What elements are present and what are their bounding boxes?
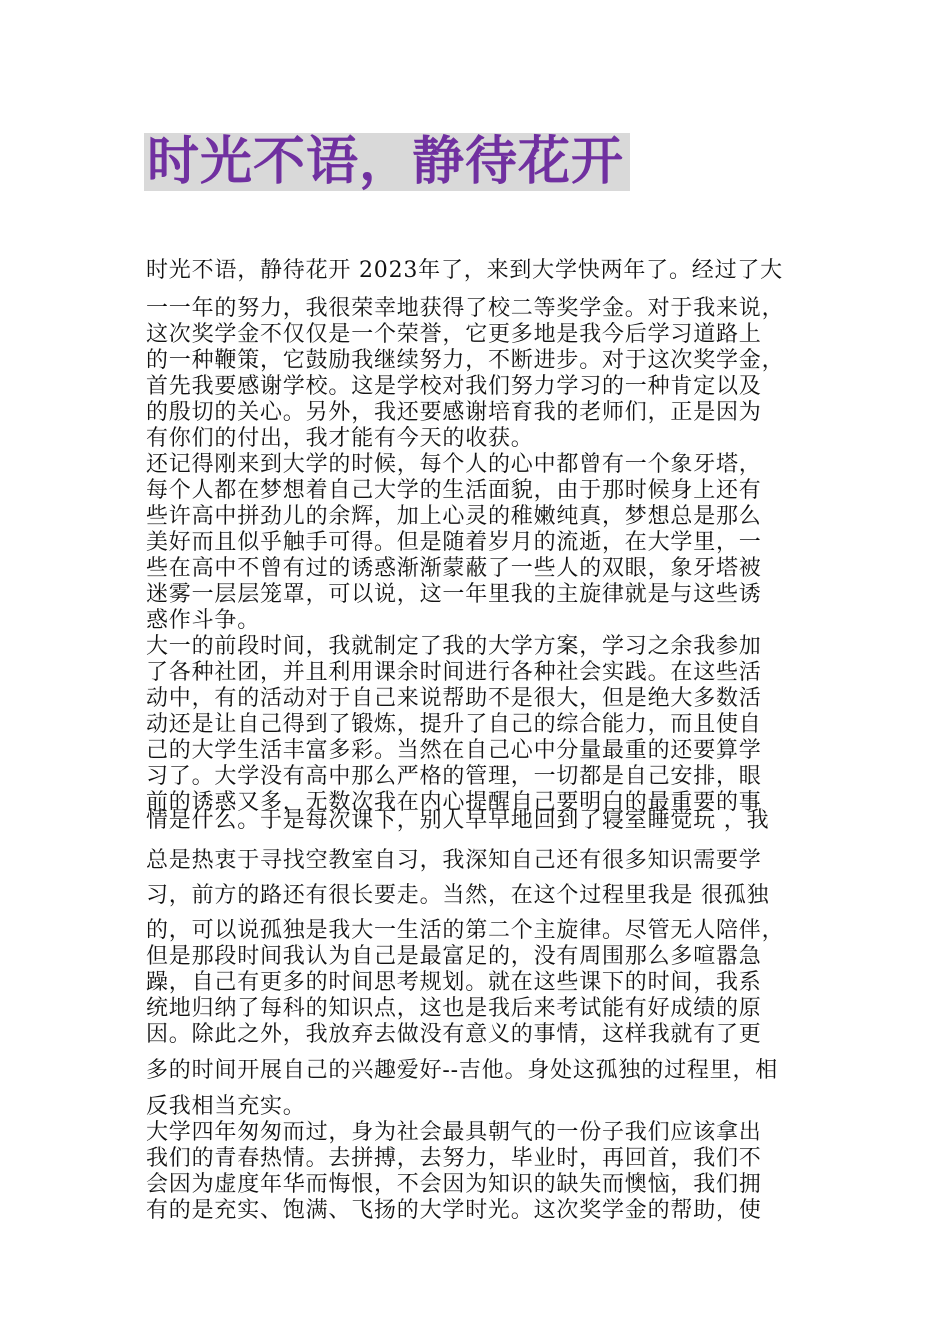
paragraph-line: 反我相当充实。 [146,1094,306,1119]
paragraph-line: 了各种社团，并且利用课余时间进行各种社会实践。在这些活 [146,660,762,685]
paragraph-line: 但是那段时间我认为自己是最富足的，没有周围那么多喧嚣急 [146,944,762,969]
document-title: 时光不语，静待花开 [144,133,630,191]
paragraph-line: 习了。大学没有高中那么严格的管理，一切都是自己安排，眼 [146,764,762,789]
paragraph-line: 因。除此之外，我放弃去做没有意义的事情，这样我就有了更 [146,1022,762,1047]
paragraph-line: 的一种鞭策，它鼓励我继续努力，不断进步。对于这次奖学金， [146,348,785,373]
paragraph-line: 多的时间开展自己的兴趣爱好--吉他。身处这孤独的过程里，相 [146,1058,779,1083]
paragraph-line: 美好而且似乎触手可得。但是随着岁月的流逝，在大学里，一 [146,530,762,555]
paragraph-line: 会因为虚度年华而悔恨，不会因为知识的缺失而懊恼，我们拥 [146,1172,762,1197]
paragraph-line: 首先我要感谢学校。这是学校对我们努力学习的一种肯定以及 [146,374,762,399]
paragraph-line: 惑作斗争。 [146,608,261,633]
paragraph-line: 总是热衷于寻找空教室自习，我深知自己还有很多知识需要学 [146,848,762,873]
paragraph-line: 些在高中不曾有过的诱惑渐渐蒙蔽了一些人的双眼，象牙塔被 [146,556,762,581]
paragraph-line: 时光不语，静待花开 2023年了，来到大学快两年了。经过了大 [146,258,783,283]
paragraph-line: 这次奖学金不仅仅是一个荣誉，它更多地是我今后学习道路上 [146,322,762,347]
paragraph-line: 每个人都在梦想着自己大学的生活面貌，由于那时候身上还有 [146,478,762,503]
paragraph-line: 情是什么。于是每次课下，别人早早地回到了寝室睡觉玩 ，我 [146,808,770,833]
paragraph-line: 的殷切的关心。另外，我还要感谢培育我的老师们，正是因为 [146,400,762,425]
paragraph-line: 迷雾一层层笼罩，可以说，这一年里我的主旋律就是与这些诱 [146,582,762,607]
paragraph-line: 动还是让自己得到了锻炼，提升了自己的综合能力，而且使自 [146,712,762,737]
paragraph-line: 还记得刚来到大学的时候，每个人的心中都曾有一个象牙塔， [146,452,762,477]
paragraph-line: 动中，有的活动对于自己来说帮助不是很大，但是绝大多数活 [146,686,762,711]
paragraph-line: 习，前方的路还有很长要走。当然，在这个过程里我是 很孤独 [146,883,770,908]
paragraph-line: 有的是充实、饱满、飞扬的大学时光。这次奖学金的帮助，使 [146,1198,762,1223]
paragraph-line: 大一的前段时间，我就制定了我的大学方案，学习之余我参加 [146,634,762,659]
paragraph-line: 有你们的付出，我才能有今天的收获。 [146,426,534,451]
paragraph-line: 己的大学生活丰富多彩。当然在自己心中分量最重的还要算学 [146,738,762,763]
paragraph-line: 些许高中拼劲儿的余辉，加上心灵的稚嫩纯真，梦想总是那么 [146,504,762,529]
paragraph-line: 大学四年匆匆而过，身为社会最具朝气的一份子我们应该拿出 [146,1120,762,1145]
paragraph-line: 统地归纳了每科的知识点，这也是我后来考试能有好成绩的原 [146,996,762,1021]
paragraph-line: 的，可以说孤独是我大一生活的第二个主旋律。尽管无人陪伴， [146,918,785,943]
paragraph-line: 躁，自己有更多的时间思考规划。就在这些课下的时间，我系 [146,970,762,995]
paragraph-line: 前的诱惑又多，无数次我在内心提醒自己要明白的最重要的事 [146,790,762,815]
paragraph-line: 我们的青春热情。去拼搏，去努力，毕业时，再回首，我们不 [146,1146,762,1171]
paragraph-line: 一一年的努力，我很荣幸地获得了校二等奖学金。对于我来说， [146,296,785,321]
